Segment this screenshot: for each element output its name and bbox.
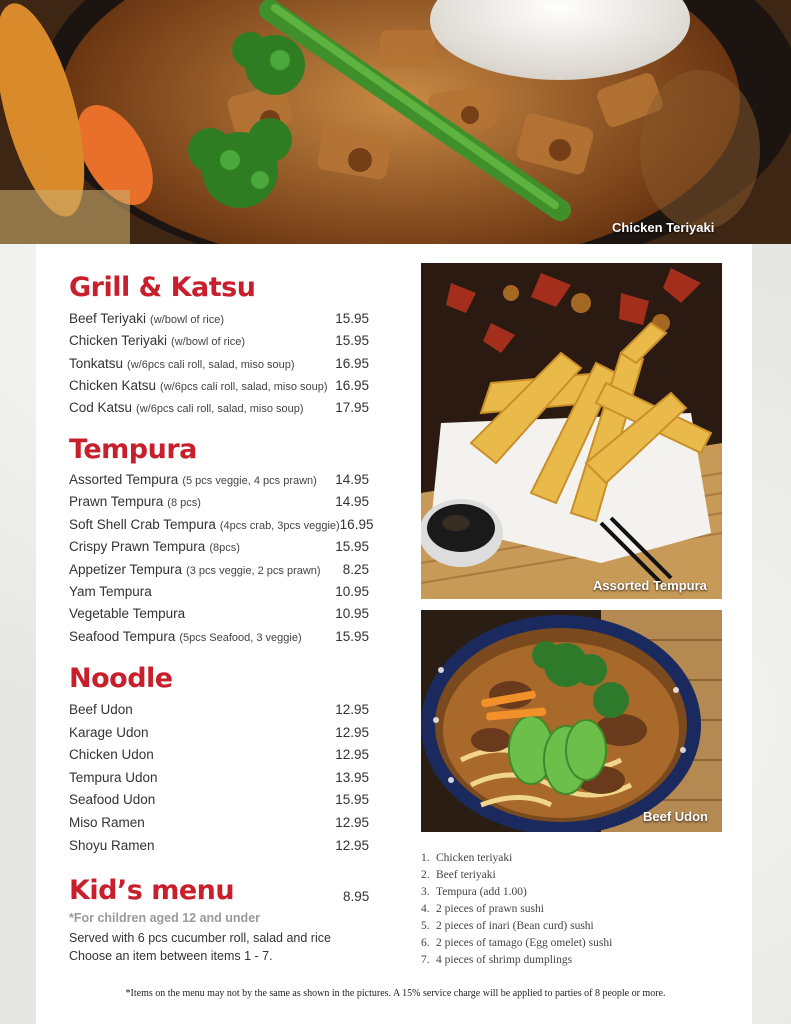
tempura-item — [69, 494, 369, 514]
assorted-tempura-image — [421, 263, 722, 599]
noodle-item — [69, 702, 369, 722]
noodle-item-name: Seafood Udon — [69, 792, 156, 808]
tempura-item-price: 14.95 — [335, 494, 369, 510]
grill-item-note: (w/6pcs cali roll, salad, miso soup) — [160, 380, 328, 393]
kids-choices-list — [421, 850, 612, 969]
tempura-item-note: (4pcs crab, 3pcs veggie) — [219, 519, 340, 532]
tempura-item-name: Crispy Prawn Tempura — [69, 539, 206, 555]
noodle-item-price: 12.95 — [335, 747, 369, 763]
noodle-item-name: Tempura Udon — [69, 769, 158, 785]
grill-item — [69, 311, 369, 331]
noodle-item — [69, 725, 369, 745]
kids-choice-item — [421, 952, 612, 969]
tempura-photo — [421, 263, 722, 599]
tempura-item-price: 15.95 — [335, 628, 369, 644]
noodle-item-price: 12.95 — [335, 724, 369, 740]
tempura-item-note: (5pcs Seafood, 3 veggie) — [179, 631, 302, 644]
kids-choice-item — [421, 935, 612, 952]
kids-choice-number: 3. — [421, 886, 430, 898]
footnote: *Items on the menu may not by the same as shown in the pictures. A 15% service charge will be applied to parties of 8 people or more. — [125, 988, 666, 999]
noodle-item-price: 13.95 — [335, 769, 369, 785]
kids-choice-item — [421, 918, 612, 935]
grill-item — [69, 356, 369, 376]
kids-choice-text: 2 pieces of tamago (Egg omelet) sushi — [436, 937, 613, 949]
tempura-item-name: Soft Shell Crab Tempura — [69, 516, 216, 532]
tempura-item-name: Appetizer Tempura — [69, 561, 183, 577]
tempura-item-name: Assorted Tempura — [69, 472, 179, 487]
beef-udon-image — [421, 610, 722, 832]
tempura-item-price: 16.95 — [339, 516, 374, 532]
grill-item-note: (w/6pcs cali roll, salad, miso soup) — [127, 358, 295, 371]
grill-item — [69, 400, 369, 420]
tempura-item-name: Prawn Tempura — [69, 494, 164, 510]
hero-photo — [0, 0, 791, 244]
kids-choice-text: Tempura (add 1.00) — [436, 886, 527, 898]
noodle-item-name: Karage Udon — [69, 724, 149, 740]
noodle-item-name: Miso Ramen — [69, 815, 145, 830]
tempura-item-price: 8.25 — [342, 561, 369, 577]
grill-item-name: Cod Katsu — [69, 400, 133, 416]
grill-item-name: Chicken Katsu — [69, 377, 157, 393]
hero-caption: Chicken Teriyaki — [612, 220, 715, 235]
kids-choice-item — [421, 901, 612, 918]
grill-item-price: 15.95 — [335, 311, 369, 326]
tempura-item — [69, 539, 369, 559]
kids-choice-text: 2 pieces of inari (Bean curd) sushi — [436, 920, 594, 932]
tempura-item — [69, 472, 369, 492]
kids-choice-text: 2 pieces of prawn sushi — [436, 903, 544, 915]
noodle-item-price: 12.95 — [335, 702, 369, 717]
grill-item-price: 15.95 — [335, 333, 369, 349]
grill-item-price: 16.95 — [335, 377, 369, 393]
grill-item-price: 17.95 — [335, 400, 369, 416]
grill-item-name: Chicken Teriyaki — [69, 333, 168, 349]
grill-item-name: Tonkatsu — [69, 355, 124, 371]
tempura-item-note: (5 pcs veggie, 4 pcs prawn) — [182, 475, 317, 487]
tempura-photo-caption: Assorted Tempura — [593, 578, 707, 593]
kids-menu-instruction: Choose an item between items 1 - 7. — [69, 949, 273, 963]
tempura-item-price: 14.95 — [335, 472, 369, 487]
tempura-item-price: 10.95 — [335, 584, 369, 599]
noodle-item — [69, 838, 369, 858]
kids-choice-text: Chicken teriyaki — [436, 852, 513, 864]
noodle-item-name: Beef Udon — [69, 702, 133, 717]
udon-photo-caption: Beef Udon — [643, 809, 708, 824]
tempura-item-note: (8 pcs) — [167, 497, 201, 510]
tempura-item-name: Vegetable Tempura — [69, 606, 186, 622]
kids-choice-item — [421, 850, 612, 867]
tempura-item — [69, 629, 369, 649]
noodle-item-price: 12.95 — [335, 837, 369, 853]
kids-choice-number: 7. — [421, 954, 430, 966]
noodle-item-price: 15.95 — [335, 792, 369, 808]
section-title-noodle: Noodle — [69, 663, 173, 694]
kids-choice-text: Beef teriyaki — [436, 869, 496, 881]
tempura-item-price: 15.95 — [335, 539, 369, 555]
noodle-item-name: Chicken Udon — [69, 747, 154, 763]
section-title-grill-katsu: Grill & Katsu — [69, 272, 256, 303]
tempura-item-name: Seafood Tempura — [69, 628, 176, 644]
kids-choice-number: 1. — [421, 852, 430, 864]
grill-item-note: (w/bowl of rice) — [150, 314, 225, 326]
noodle-item — [69, 770, 369, 790]
tempura-item — [69, 606, 369, 626]
grill-item-price: 16.95 — [335, 355, 369, 371]
noodle-item — [69, 792, 369, 812]
grill-item-note: (w/6pcs cali roll, salad, miso soup) — [136, 403, 304, 416]
noodle-item-name: Shoyu Ramen — [69, 837, 155, 853]
kids-choice-number: 4. — [421, 903, 430, 915]
kids-menu-description: Served with 6 pcs cucumber roll, salad and rice — [69, 931, 331, 945]
grill-item — [69, 333, 369, 353]
tempura-item-note: (3 pcs veggie, 2 pcs prawn) — [186, 564, 321, 577]
kids-menu-age-note: *For children aged 12 and under — [69, 911, 261, 925]
section-title-kids-menu: Kid’s menu — [69, 875, 235, 906]
kids-choice-item — [421, 867, 612, 884]
noodle-item — [69, 747, 369, 767]
grill-item-name: Beef Teriyaki — [69, 311, 147, 326]
kids-menu-price: 8.95 — [343, 889, 370, 904]
noodle-item — [69, 815, 369, 835]
section-title-tempura: Tempura — [69, 434, 197, 465]
tempura-item — [69, 562, 369, 582]
kids-choice-item — [421, 884, 612, 901]
kids-choice-text: 4 pieces of shrimp dumplings — [436, 954, 573, 966]
tempura-item-price: 10.95 — [335, 606, 369, 622]
chicken-teriyaki-image — [0, 0, 791, 244]
udon-photo — [421, 610, 722, 832]
kids-choice-number: 6. — [421, 937, 430, 949]
tempura-item — [69, 584, 369, 604]
kids-choice-number: 5. — [421, 920, 430, 932]
grill-item-note: (w/bowl of rice) — [171, 336, 246, 349]
tempura-item-name: Yam Tempura — [69, 584, 152, 599]
noodle-item-price: 12.95 — [335, 815, 369, 830]
kids-choice-number: 2. — [421, 869, 430, 881]
tempura-item — [69, 516, 374, 537]
grill-item — [69, 378, 369, 398]
tempura-item-note: (8pcs) — [209, 542, 240, 555]
